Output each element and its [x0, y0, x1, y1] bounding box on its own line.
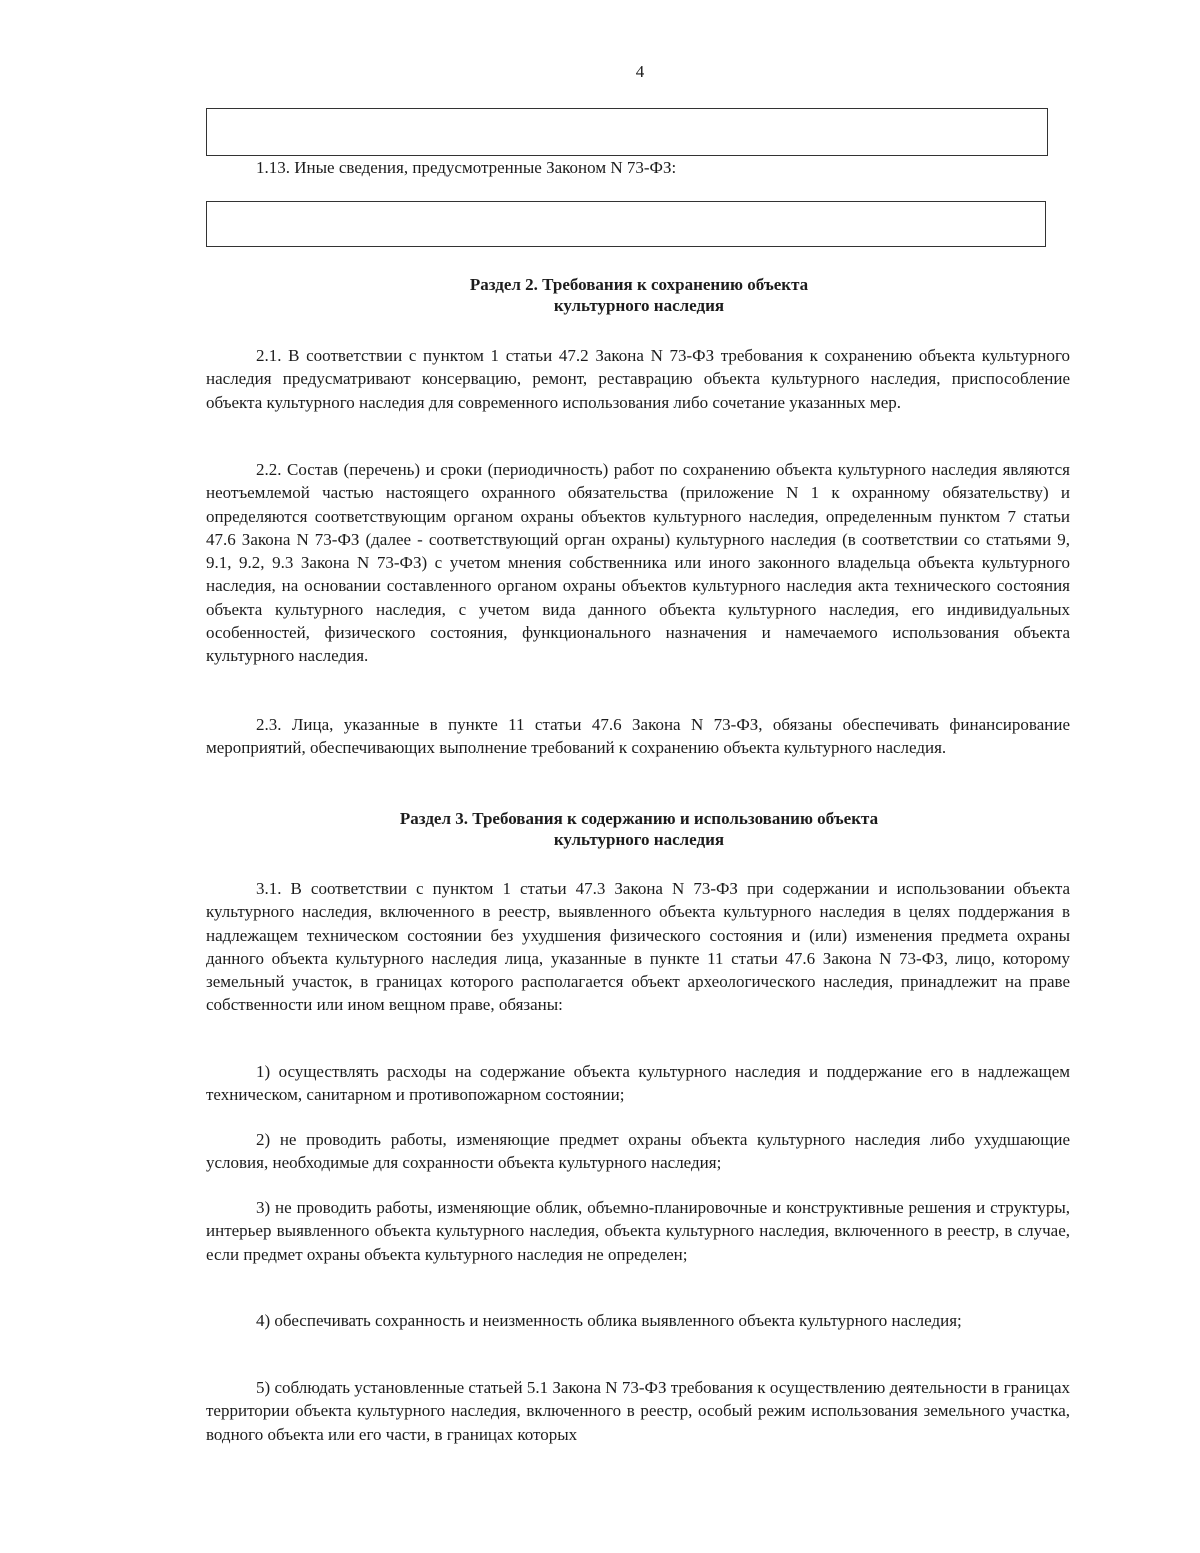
page-number: 4: [635, 62, 645, 81]
field-box-1-13: [206, 201, 1046, 247]
section-3-title-line-2: культурного наследия: [553, 830, 725, 849]
paragraph-2-1: 2.1. В соответствии с пунктом 1 статьи 47.2 Закона N 73-ФЗ требования к сохранению объекта культурного наследия предусматривают консервацию, ремонт, реставрацию объекта культурного наследия, приспособление объекта культурного наследия для современного использования либо сочетание указанных мер.: [206, 346, 1070, 412]
list-item-3: 3) не проводить работы, изменяющие облик, объемно-планировочные и конструктивные решения и структуры, интерьер выявленного объекта культурного наследия, объекта культурного наследия, включенного в реестр, в случае, если предмет охраны объекта культурного наследия не определен;: [206, 1198, 1070, 1264]
section-2-title-line-1: Раздел 2. Требования к сохранению объекта: [469, 275, 809, 294]
section-2-title: [206, 274, 1072, 316]
field-label-1-13: 1.13. Иные сведения, предусмотренные Законом N 73-ФЗ:: [256, 158, 677, 177]
paragraph-2-3: 2.3. Лица, указанные в пункте 11 статьи 47.6 Закона N 73-ФЗ, обязаны обеспечивать финансирование мероприятий, обеспечивающих выполнение требований к сохранению объекта культурного наследия.: [206, 715, 1070, 758]
section-3-title: [206, 808, 1072, 850]
section-2-title-line-2: культурного наследия: [553, 296, 725, 315]
list-item-4: 4) обеспечивать сохранность и неизменность облика выявленного объекта культурного наследия;: [256, 1311, 962, 1330]
paragraph-3-1: 3.1. В соответствии с пунктом 1 статьи 47.3 Закона N 73-ФЗ при содержании и использовании объекта культурного наследия, включенного в реестр, выявленного объекта культурного наследия в целях поддержания в надлежащем техническом состоянии без ухудшения физического состояния и (или) изменения предмета охраны данного объекта культурного наследия лица, указанные в пункте 11 статьи 47.6 Закона N 73-ФЗ, лицо, которому земельный участок, в границах которого располагается объект археологического наследия, принадлежит на праве собственности или ином вещном праве, обязаны:: [206, 879, 1070, 1015]
list-item-2: 2) не проводить работы, изменяющие предмет охраны объекта культурного наследия либо ухудшающие условия, необходимые для сохранности объекта культурного наследия;: [206, 1130, 1070, 1173]
field-box-1-12: [206, 108, 1048, 156]
list-item-1: 1) осуществлять расходы на содержание объекта культурного наследия и поддержание его в надлежащем техническом, санитарном и противопожарном состоянии;: [206, 1062, 1070, 1105]
section-3-title-line-1: Раздел 3. Требования к содержанию и использованию объекта: [399, 809, 879, 828]
paragraph-2-2: 2.2. Состав (перечень) и сроки (периодичность) работ по сохранению объекта культурного наследия являются неотъемлемой частью настоящего охранного обязательства (приложение N 1 к охранному обязательству) и определяются соответствующим органом охраны объектов культурного наследия, определенным пунктом 7 статьи 47.6 Закона N 73-ФЗ (далее - соответствующий орган охраны) культурного наследия (в соответствии со статьями 9, 9.1, 9.2, 9.3 Закона N 73-ФЗ) с учетом мнения собственника или иного законного владельца объекта культурного наследия, на основании составленного органом охраны объектов культурного наследия акта технического состояния объекта культурного наследия, с учетом вида данного объекта культурного наследия, его индивидуальных особенностей, физического состояния, функционального назначения и намечаемого использования объекта культурного наследия.: [206, 460, 1070, 666]
list-item-5: 5) соблюдать установленные статьей 5.1 Закона N 73-ФЗ требования к осуществлению деятельности в границах территории объекта культурного наследия, включенного в реестр, особый режим использования земельного участка, водного объекта или его части, в границах которых: [206, 1378, 1070, 1444]
